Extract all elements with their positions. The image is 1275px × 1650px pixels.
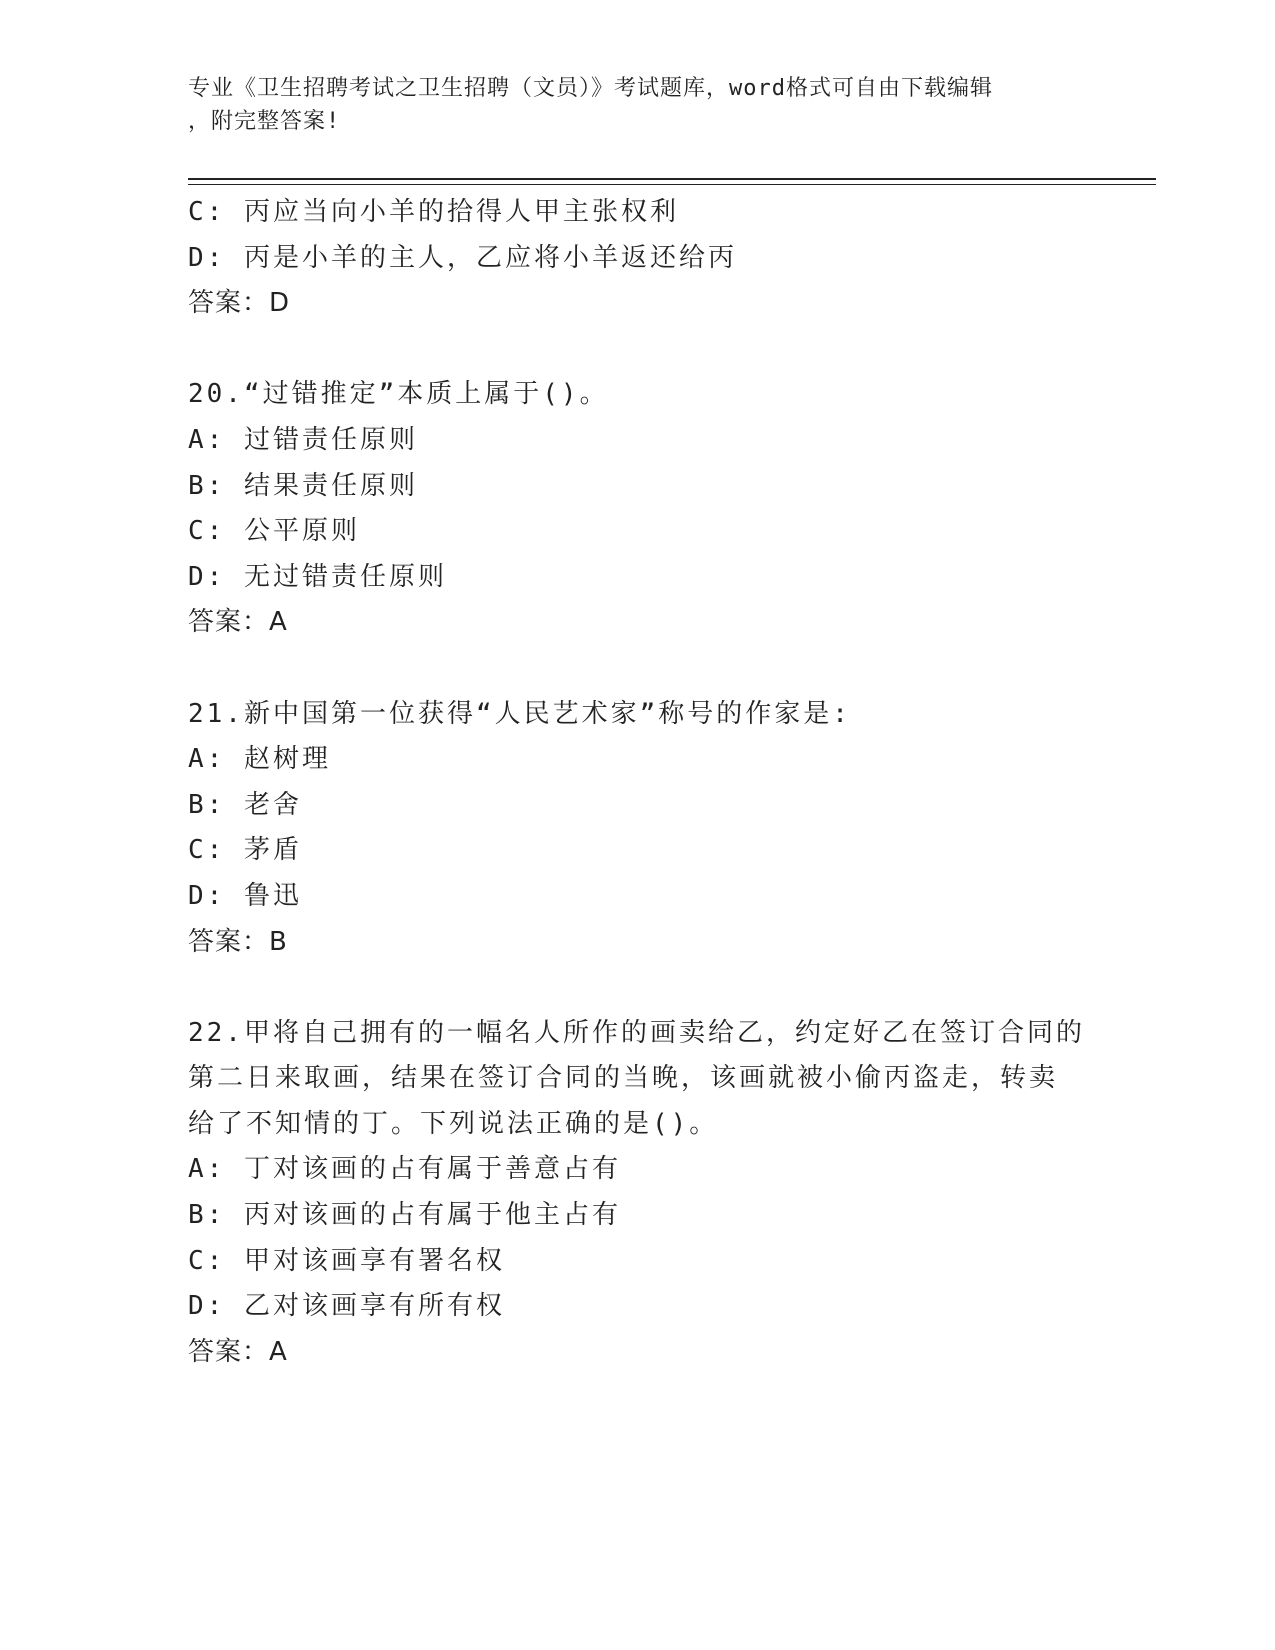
option-a: A: 丁对该画的占有属于善意占有: [188, 1154, 621, 1185]
question-block-20: [188, 372, 1088, 646]
question-text-line-3: 给了不知情的丁。下列说法正确的是()。: [188, 1108, 719, 1139]
question-list: [188, 190, 1088, 1375]
answer-line: 答案：D: [188, 288, 291, 319]
option-b: B: 结果责任原则: [188, 470, 418, 501]
question-text: 21.新中国第一位获得“人民艺术家”称号的作家是:: [188, 698, 851, 729]
option-d: D: 丙是小羊的主人，乙应将小羊返还给丙: [188, 242, 737, 273]
spacer: [188, 646, 1088, 692]
document-header: [188, 72, 1088, 138]
question-text: 20.“过错推定”本质上属于()。: [188, 379, 609, 410]
option-d: D: 乙对该画享有所有权: [188, 1291, 505, 1322]
header-line-2: ，附完整答案!: [188, 109, 341, 134]
option-b: B: 丙对该画的占有属于他主占有: [188, 1200, 621, 1231]
option-d: D: 鲁迅: [188, 880, 302, 911]
answer-line: 答案：A: [188, 1336, 288, 1367]
question-block-22: [188, 1011, 1088, 1376]
answer-line: 答案：B: [188, 926, 288, 957]
option-c: C: 丙应当向小羊的拾得人甲主张权利: [188, 197, 679, 227]
header-line-1: 专业《卫生招聘考试之卫生招聘（文员）》考试题库，word格式可自由下载编辑: [188, 76, 993, 101]
question-text-line-1: 22.甲将自己拥有的一幅名人所作的画卖给乙，约定好乙在签订合同的: [188, 1017, 1085, 1048]
question-block-21: [188, 692, 1088, 966]
option-c: C: 甲对该画享有署名权: [188, 1245, 505, 1276]
option-b: B: 老舍: [188, 789, 302, 820]
header-divider: [188, 178, 1156, 180]
option-d: D: 无过错责任原则: [188, 561, 447, 592]
option-a: A: 过错责任原则: [188, 424, 418, 455]
question-block-prev: [188, 190, 1088, 327]
header-divider-thin: [188, 184, 1156, 185]
spacer: [188, 327, 1088, 373]
spacer: [188, 965, 1088, 1011]
option-c: C: 公平原则: [188, 516, 360, 547]
option-a: A: 赵树理: [188, 744, 331, 775]
answer-line: 答案：A: [188, 607, 288, 638]
option-c: C: 茅盾: [188, 835, 302, 866]
question-text-line-2: 第二日来取画，结果在签订合同的当晚，该画就被小偷丙盗走，转卖: [188, 1063, 1059, 1094]
